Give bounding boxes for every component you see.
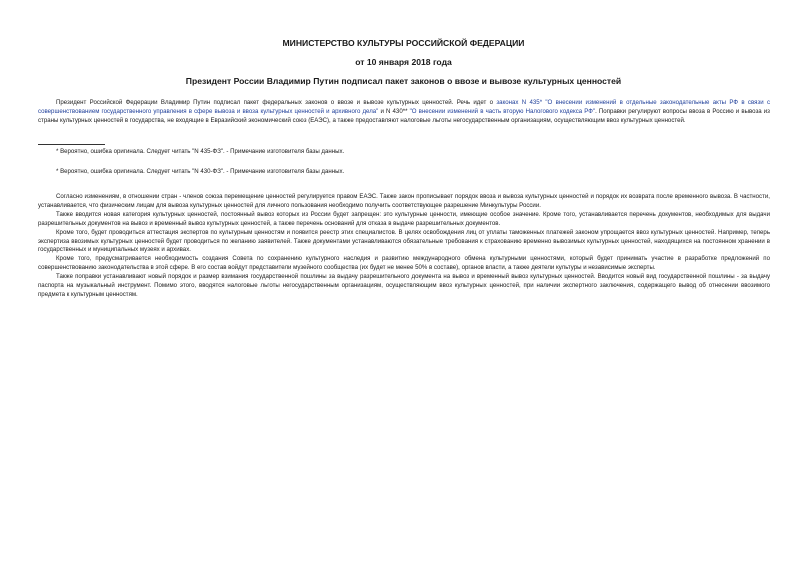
document-date: от 10 января 2018 года — [355, 57, 452, 67]
main-text — [38, 193, 770, 300]
lead-text-1: Президент Российской Федерации Владимир Путин подписал пакет федеральных законов о ввозе и вывозе культурных ценностей. Речь идет о — [56, 99, 497, 106]
body-paragraph-5: Также поправки устанавливают новый порядок и размер взимания государственной пошлины за выдачу разрешительного документа на вывоз и временный вывоз культурных ценностей. Вводится новый вид государственной пошлины - за выдачу паспорта на музыкальный инструмент. Помимо этого, вводятся налоговые льготы негосударственным организациям, осуществляющим ввоз культурных ценностей, при наличии экспертного заключения, содержащего вывод об отнесении ввозимого предмета к культурным ценностям. — [38, 273, 770, 298]
body-paragraph-4: Кроме того, предусматривается необходимость создания Совета по сохранению культурного наследия и развитию международного обмена культурными ценностями, который будет принимать участие в разработке предложений по совершенствованию законодательства в этой сфере. В его состав войдут представители музейного сообщества (их будет не менее 50% в составе), органов власти, а также деятели культуры и независимые эксперты. — [38, 255, 770, 272]
footnote-1: * Вероятно, ошибка оригинала. Следует читать "N 435-ФЗ". - Примечание изготовителя базы данных. — [56, 148, 345, 155]
lead-text-3: . Поправки регулируют вопросы ввоза в Россию и вывоза из страны культурных ценностей в государства, не входящие в Евразийский экономический союз (ЕАЭС), а также предоставляют налоговые льготы негосударственным организациям, осуществляющим ввоз культурных ценностей. — [38, 107, 770, 124]
law-430-link[interactable]: "О внесении изменений в часть вторую Налогового кодекса РФ" — [409, 107, 596, 115]
document-title: Президент России Владимир Путин подписал пакет законов о ввозе и вывозе культурных ценностей — [185, 76, 622, 86]
body-paragraph-1: Согласно изменениям, в отношении стран - членов союза перемещение ценностей регулируется правом ЕАЭС. Также закон прописывает порядок ввоза и вывоза культурных ценностей и порядок их возврата после временного вывоза. В частности, устанавливается, что физическим лицам для вывоза культурных ценностей для личного пользования необходимо получить соответствующее разрешение Минкультуры России. — [38, 193, 770, 209]
ministry-heading: МИНИСТЕРСТВО КУЛЬТУРЫ РОССИЙСКОЙ ФЕДЕРАЦИИ — [282, 38, 525, 48]
body-paragraph-3: Кроме того, будет проводиться аттестация экспертов по культурным ценностям и появится реестр этих специалистов. В целях освобождения лиц от уплаты таможенных платежей законом упрощается ввоз культурных ценностей. Например, теперь экспертиза ввозимых культурных ценностей будет проводиться по желанию заявителей. Также документами устанавливаются обязательные требования к страхованию временно вывозимых культурных ценностей, находящихся на постоянном хранении в государственных и муниципальных музеях и архивах. — [38, 228, 770, 254]
footnote-2: * Вероятно, ошибка оригинала. Следует читать "N 430-ФЗ". - Примечание изготовителя базы данных. — [56, 168, 345, 175]
lead-text-2: и N 430** — [378, 107, 410, 115]
footnote-separator — [38, 144, 105, 145]
law-435-link[interactable]: законах N 435* "О внесении изменений в отдельные законодательные акты РФ в связи с совершенствованием государственного управления в сфере вывоза и ввоза культурных ценностей и архивного дела" — [38, 99, 770, 115]
body-paragraph-2: Также вводится новая категория культурных ценностей, постоянный вывоз которых из России будет запрещен: это культурные ценности, имеющие особое значение. Кроме того, устанавливается перечень документов, необходимых для выдачи разрешительных документов на вывоз и временный вывоз культурных ценностей, а также перечень оснований для отказа в выдаче разрешительных документов. — [38, 210, 770, 227]
lead-paragraph — [38, 99, 770, 126]
